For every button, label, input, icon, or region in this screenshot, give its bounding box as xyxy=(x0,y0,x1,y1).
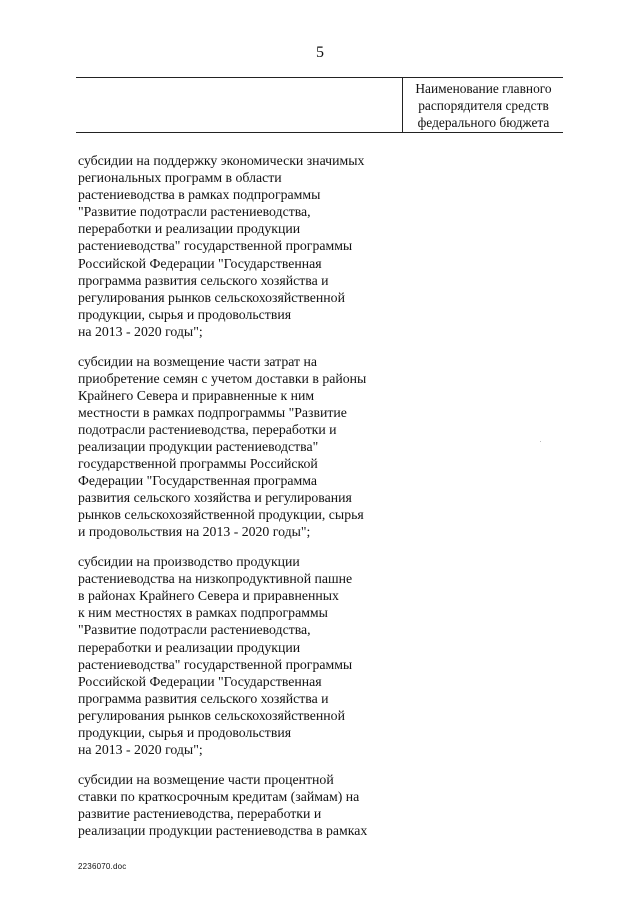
text-line: подотрасли растениеводства, переработки и xyxy=(78,421,337,437)
table-bottom-rule xyxy=(76,132,563,133)
text-line: регулирования рынков сельскохозяйственной xyxy=(78,707,345,723)
header-line: распорядителя средств xyxy=(418,98,549,113)
text-line: регулирования рынков сельскохозяйственной xyxy=(78,289,345,305)
text-line: переработки и реализации продукции xyxy=(78,639,301,655)
page-number: 5 xyxy=(316,44,324,61)
text-line: реализации продукции растениеводства" xyxy=(78,439,319,454)
text-line: субсидии на поддержку экономически значимых xyxy=(78,153,365,168)
text-line: на 2013 - 2020 годы"; xyxy=(78,323,203,339)
text-line: Российской Федерации "Государственная xyxy=(78,255,322,271)
text-line: программа развития сельского хозяйства и xyxy=(78,272,329,288)
text-line: в районах Крайнего Севера и приравненных xyxy=(78,588,339,604)
body-text xyxy=(78,152,418,852)
paragraph xyxy=(78,553,418,758)
paragraph xyxy=(78,152,418,340)
text-line: растениеводства" государственной программы xyxy=(78,656,353,672)
text-line: и продовольствия на 2013 - 2020 годы"; xyxy=(78,524,311,540)
footer-doc-code: 2236070.doc xyxy=(78,862,127,871)
text-line: растениеводства в рамках подпрограммы xyxy=(78,187,321,203)
text-line: Российской Федерации "Государственная xyxy=(78,673,322,689)
text-line: к ним местностях в рамках подпрограммы xyxy=(78,605,328,621)
paragraph xyxy=(78,771,418,839)
text-line: субсидии на возмещение части затрат на xyxy=(78,353,318,369)
text-line: программа развития сельского хозяйства и xyxy=(78,690,329,706)
scan-speck xyxy=(540,441,541,442)
text-line: Федерации "Государственная программа xyxy=(78,473,318,489)
text-line: развитие растениеводства, переработки и xyxy=(78,805,322,821)
text-line: развития сельского хозяйства и регулирования xyxy=(78,490,352,506)
header-line: федерального бюджета xyxy=(417,115,550,130)
text-line: ставки по краткосрочным кредитам (займам) на xyxy=(78,788,360,804)
text-line: рынков сельскохозяйственной продукции, сырья xyxy=(78,507,364,523)
text-line: на 2013 - 2020 годы"; xyxy=(78,742,203,758)
text-line: продукции, сырья и продовольствия xyxy=(78,725,292,740)
table-column-divider xyxy=(402,77,403,132)
paragraph xyxy=(78,353,418,541)
text-line: государственной программы Российской xyxy=(78,456,318,472)
text-line: переработки и реализации продукции xyxy=(78,221,301,237)
text-line: реализации продукции растениеводства в рамках xyxy=(78,822,368,838)
text-line: "Развитие подотрасли растениеводства, xyxy=(78,622,311,638)
table-header-cell xyxy=(404,80,563,131)
text-line: региональных программ в области xyxy=(78,170,282,186)
text-line: растениеводства" государственной программы xyxy=(78,238,353,254)
text-line: продукции, сырья и продовольствия xyxy=(78,306,292,322)
table-top-rule xyxy=(76,77,563,78)
text-line: субсидии на возмещение части процентной xyxy=(78,771,334,787)
text-line: местности в рамках подпрограммы "Развитие xyxy=(78,404,347,420)
text-line: Крайнего Севера и приравненные к ним xyxy=(78,387,315,403)
text-line: приобретение семян с учетом доставки в районы xyxy=(78,370,367,386)
header-line: Наименование главного xyxy=(415,81,552,96)
text-line: субсидии на производство продукции xyxy=(78,554,300,570)
text-line: "Развитие подотрасли растениеводства, xyxy=(78,204,311,220)
text-line: растениеводства на низкопродуктивной пашне xyxy=(78,571,353,587)
